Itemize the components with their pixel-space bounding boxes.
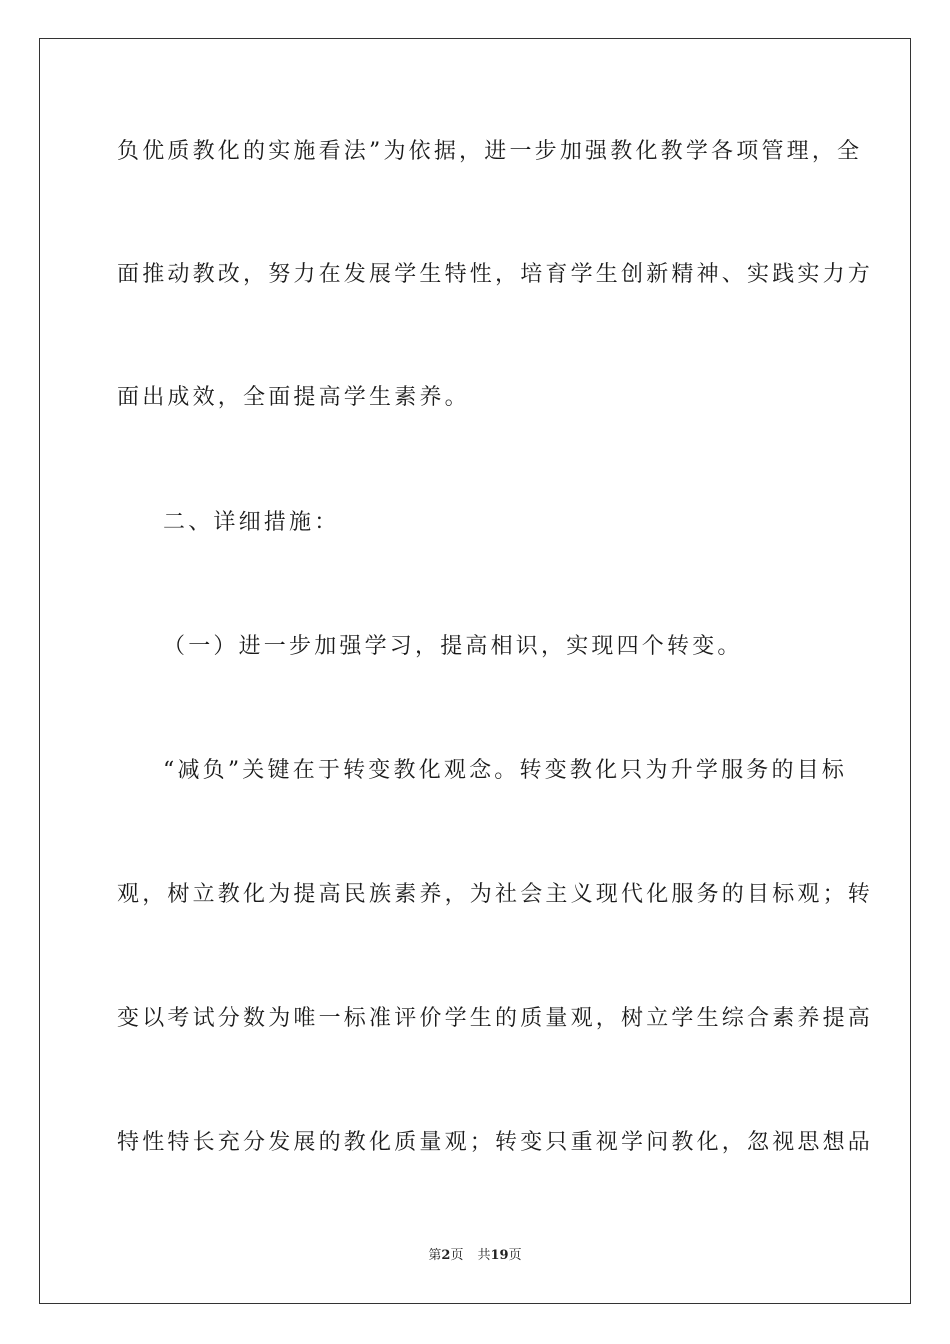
page-suffix: 页 (450, 1248, 464, 1263)
section-heading: 二、详细措施： (163, 510, 340, 535)
total-pages: 19 (490, 1248, 509, 1263)
paragraph-line-2: 面推动教改，努力在发展学生特性，培育学生创新精神、实践实力方 (117, 262, 874, 287)
page-prefix: 第 (428, 1248, 442, 1263)
paragraph-line-6: 变以考试分数为唯一标准评价学生的质量观，树立学生综合素养提高 (117, 1006, 874, 1031)
page-border (39, 38, 911, 1304)
page-footer (0, 1247, 950, 1265)
paragraph-line-7: 特性特长充分发展的教化质量观；转变只重视学问教化，忽视思想品 (117, 1130, 874, 1155)
subsection-heading: （一）进一步加强学习，提高相识，实现四个转变。 (163, 634, 743, 659)
total-suffix: 页 (508, 1248, 522, 1263)
paragraph-line-1: 负优质教化的实施看法”为依据，进一步加强教化教学各项管理，全 (117, 139, 863, 164)
paragraph-line-4: “减负”关键在于转变教化观念。转变教化只为升学服务的目标 (163, 758, 848, 783)
total-prefix: 共 (477, 1248, 491, 1263)
page-number: 2 (441, 1248, 451, 1263)
paragraph-line-5: 观，树立教化为提高民族素养，为社会主义现代化服务的目标观；转 (117, 882, 874, 907)
paragraph-line-3: 面出成效，全面提高学生素养。 (117, 385, 470, 410)
